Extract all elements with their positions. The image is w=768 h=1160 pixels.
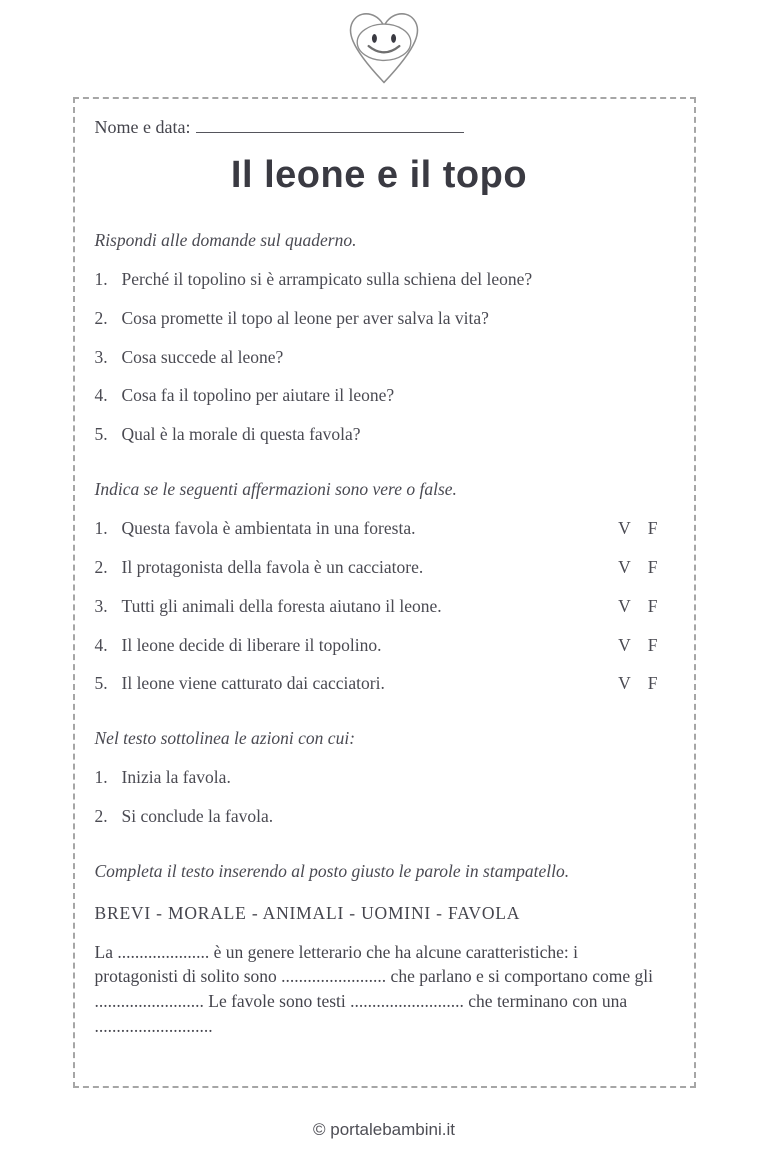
statement-text: Il leone viene catturato dai cacciatori. <box>121 673 385 694</box>
question-item <box>95 269 664 291</box>
false-option: F <box>647 595 658 616</box>
action-number: 2. <box>94 805 108 826</box>
copyright-footer: © portalebambini.it <box>313 1120 455 1140</box>
instruction-underline-actions: Nel testo sottolinea le azioni con cui: <box>94 728 356 749</box>
name-date-row <box>95 117 664 138</box>
true-option: V <box>618 634 631 655</box>
true-false-options <box>618 518 657 540</box>
true-false-row <box>95 673 664 695</box>
name-date-blank-line <box>196 118 464 133</box>
question-text: Cosa promette il topo al leone per aver salva la vita? <box>121 307 489 328</box>
true-false-row <box>95 596 664 618</box>
question-number: 5. <box>94 424 108 445</box>
question-number: 1. <box>94 268 108 289</box>
true-false-options <box>618 673 657 695</box>
question-item <box>95 347 664 369</box>
false-option: F <box>647 556 658 577</box>
true-false-row <box>95 557 664 579</box>
question-text: Cosa fa il topolino per aiutare il leone? <box>121 385 395 406</box>
statement-number: 5. <box>94 673 108 694</box>
statement-text: Il leone decide di liberare il topolino. <box>121 634 382 655</box>
question-text: Cosa succede al leone? <box>121 346 284 367</box>
question-item <box>95 308 664 330</box>
worksheet-border-box <box>73 97 696 1088</box>
false-option: F <box>647 634 658 655</box>
statement-number: 4. <box>94 634 108 655</box>
question-text: Perché il topolino si è arrampicato sulla schiena del leone? <box>121 268 533 289</box>
true-false-options <box>618 635 657 657</box>
fill-in-paragraph: La ..................... è un genere letterario che ha alcune caratteristiche: i protagonisti di solito sono ........................ che parlano e si comportano come gli ......................... Le favole sono testi .......................... che terminano con una ........................... <box>94 941 653 1037</box>
instruction-answer-questions: Rispondi alle domande sul quaderno. <box>94 230 357 250</box>
true-option: V <box>618 517 631 538</box>
false-option: F <box>647 673 658 694</box>
heart-smiley-icon <box>340 4 428 92</box>
action-item <box>95 806 664 828</box>
question-text: Qual è la morale di questa favola? <box>121 424 361 445</box>
statement-text: Il protagonista della favola è un cacciatore. <box>121 556 424 577</box>
worksheet-title: Il leone e il topo <box>230 154 528 196</box>
instruction-fill-blanks: Completa il testo inserendo al posto giusto le parole in stampatello. <box>94 860 570 881</box>
true-option: V <box>618 595 631 616</box>
action-item <box>95 767 664 789</box>
statement-number: 2. <box>94 556 108 577</box>
question-number: 2. <box>94 307 108 328</box>
question-item <box>95 424 664 446</box>
true-false-options <box>618 596 657 618</box>
statement-number: 3. <box>94 595 108 616</box>
true-option: V <box>618 556 631 577</box>
logo-container <box>0 0 768 95</box>
word-bank: BREVI - MORALE - ANIMALI - UOMINI - FAVOLA <box>94 902 521 923</box>
false-option: F <box>647 517 658 538</box>
action-number: 1. <box>94 767 108 787</box>
question-number: 4. <box>94 385 108 406</box>
instruction-true-false: Indica se le seguenti affermazioni sono vere o false. <box>94 479 457 500</box>
action-text: Inizia la favola. <box>121 767 231 787</box>
name-date-label: Nome e data: <box>94 117 191 137</box>
question-number: 3. <box>94 346 108 367</box>
statement-number: 1. <box>94 517 108 538</box>
true-false-options <box>618 557 657 579</box>
true-false-row <box>95 635 664 657</box>
action-text: Si conclude la favola. <box>121 805 274 826</box>
statement-text: Questa favola è ambientata in una foresta. <box>121 517 416 538</box>
true-false-row <box>95 518 664 540</box>
question-item <box>95 385 664 407</box>
true-option: V <box>618 673 631 694</box>
statement-text: Tutti gli animali della foresta aiutano il leone. <box>121 595 442 616</box>
